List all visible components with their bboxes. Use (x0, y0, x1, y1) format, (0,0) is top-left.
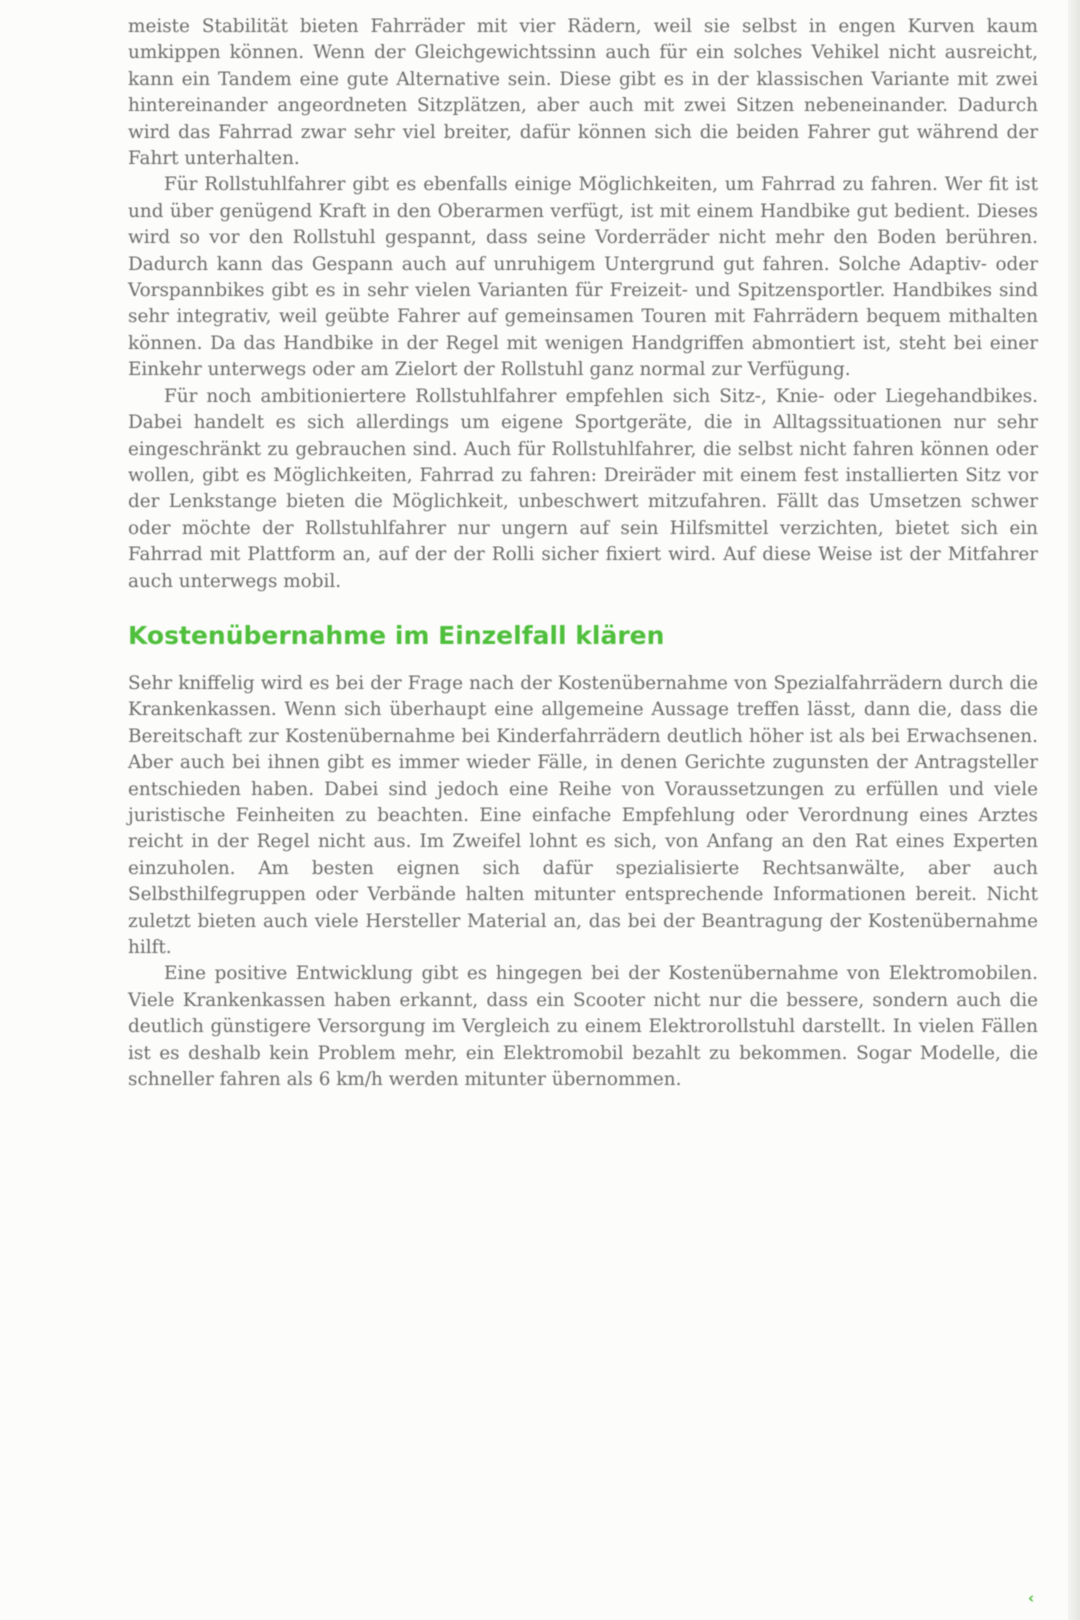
paragraph-tandem: meiste Stabilität bieten Fahrräder mit vier Rädern, weil sie selbst in engen Kurven kaum umkippen können. Wenn der Gleichgewichtssinn auch für ein solches Vehikel nicht ausreicht, kann ein Tandem eine gute Alternative sein. Diese gibt es in der klassischen Variante mit zwei hintereinander angeordneten Sitzplätzen, aber auch mit zwei Sitzen nebeneinander. Dadurch wird das Fahrrad zwar sehr viel breiter, dafür können sich die beiden Fahrer gut während der Fahrt unterhalten. (128, 16, 1038, 170)
page-marker-icon: ‹ (1028, 1589, 1035, 1607)
section-heading: Kostenübernahme im Einzelfall klären (128, 620, 665, 650)
page-edge-shadow (1068, 0, 1080, 1620)
paragraph-electric-mobility: Eine positive Entwicklung gibt es hingegen bei der Kostenübernahme von Elektromobilen. Viele Krankenkassen haben erkannt, dass ein Scooter nicht nur die bessere, sondern auch die deutlich günstigere Versorgung im Vergleich zu einem Elektrorollstuhl darstellt. In vielen Fällen ist es deshalb kein Problem mehr, ein Elektromobil bezahlt zu bekommen. Sogar Modelle, die schneller fahren als 6 km/h werden mitunter übernommen. (128, 963, 1038, 1091)
paragraph-cost-coverage: Sehr kniffelig wird es bei der Frage nach der Kostenübernahme von Spezialfahrrädern durch die Krankenkassen. Wenn sich überhaupt eine allgemeine Aussage treffen lässt, dann die, dass die Bereitschaft zur Kostenübernahme bei Kinderfahrrädern deutlich höher ist als bei Erwachsenen. Aber auch bei ihnen gibt es immer wieder Fälle, in denen Gerichte zugunsten der Antragsteller entschieden haben. Dabei sind jedoch eine Reihe von Voraussetzungen zu erfüllen und viele juristische Feinheiten zu beachten. Eine einfache Empfehlung oder Verordnung eines Arztes reicht in der Regel nicht aus. Im Zweifel lohnt es sich, von Anfang an den Rat eines Experten einzuholen. Am besten eignen sich dafür spezialisierte Rechtsanwälte, aber auch Selbsthilfegruppen oder Verbände halten mitunter entsprechende Informationen bereit. Nicht zuletzt bieten auch viele Hersteller Material an, das bei der Beantragung der Kostenübernahme hilft. (128, 672, 1038, 958)
text-column (128, 14, 1038, 1093)
paragraph-ambitious-riders: Für noch ambitioniertere Rollstuhlfahrer empfehlen sich Sitz-, Knie- oder Liegehandbikes. Dabei handelt es sich allerdings um eigene Sportgeräte, die in Alltagssituationen nur sehr eingeschränkt zu gebrauchen sind. Auch für Rollstuhlfahrer, die selbst nicht fahren können oder wollen, gibt es Möglichkeiten, Fahrrad zu fahren: Dreiräder mit einem fest installierten Sitz vor der Lenkstange bieten die Möglichkeit, unbeschwert mitzufahren. Fällt das Umsetzen schwer oder möchte der Rollstuhlfahrer nur ungern auf sein Hilfsmittel verzichten, bietet sich ein Fahrrad mit Plattform an, auf der der Rolli sicher fixiert wird. Auf diese Weise ist der Mitfahrer auch unterwegs mobil. (128, 385, 1038, 592)
paragraph-handbike: Für Rollstuhlfahrer gibt es ebenfalls einige Möglichkeiten, um Fahrrad zu fahren. Wer fit ist und über genügend Kraft in den Oberarmen verfügt, ist mit einem Handbike gut bedient. Dieses wird so vor den Rollstuhl gespannt, dass seine Vorderräder nicht mehr den Boden berühren. Dadurch kann das Gespann auch auf unruhigem Untergrund gut fahren. Solche Adaptiv- oder Vorspannbikes gibt es in sehr vielen Varianten für Freizeit- und Spitzensportler. Handbikes sind sehr integrativ, weil geübte Fahrer auf gemeinsamen Touren mit Fahrrädern bequem mithalten können. Da das Handbike in der Regel mit wenigen Handgriffen abmontiert ist, steht bei einer Einkehr unterwegs oder am Zielort der Rollstuhl ganz normal zur Verfügung. (128, 174, 1038, 381)
